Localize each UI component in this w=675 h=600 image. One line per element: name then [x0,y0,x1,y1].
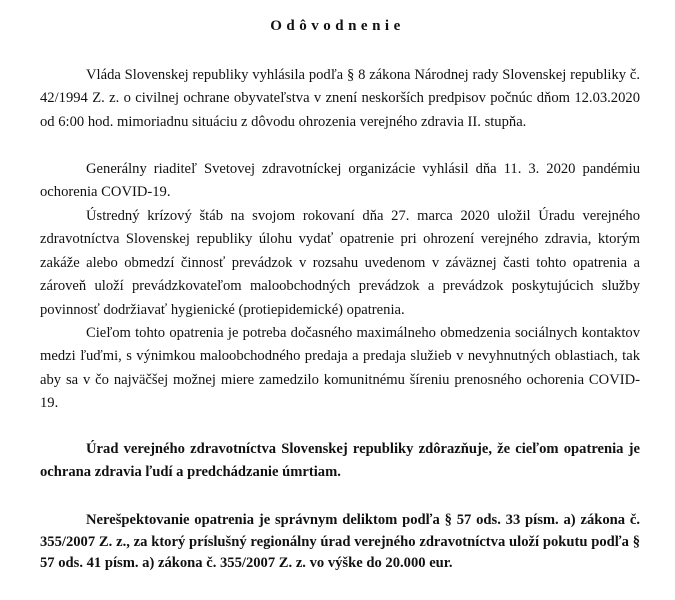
paragraph-office-emphasis: Úrad verejného zdravotníctva Slovenskej republiky zdôrazňuje, že cieľom opatrenia je ochrana zdravia ľudí a predchádzanie úmrtiam. [40,441,640,481]
paragraph-government-declaration: Vláda Slovenskej republiky vyhlásila podľa § 8 zákona Národnej rady Slovenskej republiky č. 42/1994 Z. z. o civilnej ochrane obyvateľstva v znení neskorších predpisov počnúc dňom 12.03.2020 od 6:00 hod. mimoriadnu situáciu z dôvodu ohrozenia verejného zdravia II. stupňa. [40,67,640,130]
document-title: Odôvodnenie [270,18,405,34]
paragraph-penalty-notice: Nerešpektovanie opatrenia je správnym deliktom podľa § 57 ods. 33 písm. a) zákona č. 355/2007 Z. z., za ktorý príslušný regionálny úrad verejného zdravotníctva uloží pokutu podľa § 57 ods. 41 písm. a) zákona č. 355/2007 Z. z. vo výške do 20.000 eur. [40,512,640,571]
paragraph-measure-goal: Cieľom tohto opatrenia je potreba dočasného maximálneho obmedzenia sociálnych kontaktov medzi ľuďmi, s výnimkou maloobchodného predaja a predaja služieb v nevyhnutných oblastiach, tak aby sa v čo najväčšej možnej miere zamedzilo komunitnému šíreniu prenosného ochorenia COVID-19. [40,325,640,412]
paragraph-crisis-staff: Ústredný krízový štáb na svojom rokovaní dňa 27. marca 2020 uložil Úradu verejného zdravotníctva Slovenskej republiky úlohu vydať opatrenie pri ohrození verejného zdravia, ktorým zakáže alebo obmedzí činnosť prevádzok v rozsahu uvedenom v záväznej časti tohto opatrenia a zároveň uloží prevádzkovateľom maloobchodných prevádzok a prevádzok poskytujúcich služby povinnosť dodržiavať hygienické (protiepidemické) opatrenia. [40,208,640,318]
paragraph-who-pandemic: Generálny riaditeľ Svetovej zdravotníckej organizácie vyhlásil dňa 11. 3. 2020 pandémiu ochorenia COVID-19. [40,161,640,201]
